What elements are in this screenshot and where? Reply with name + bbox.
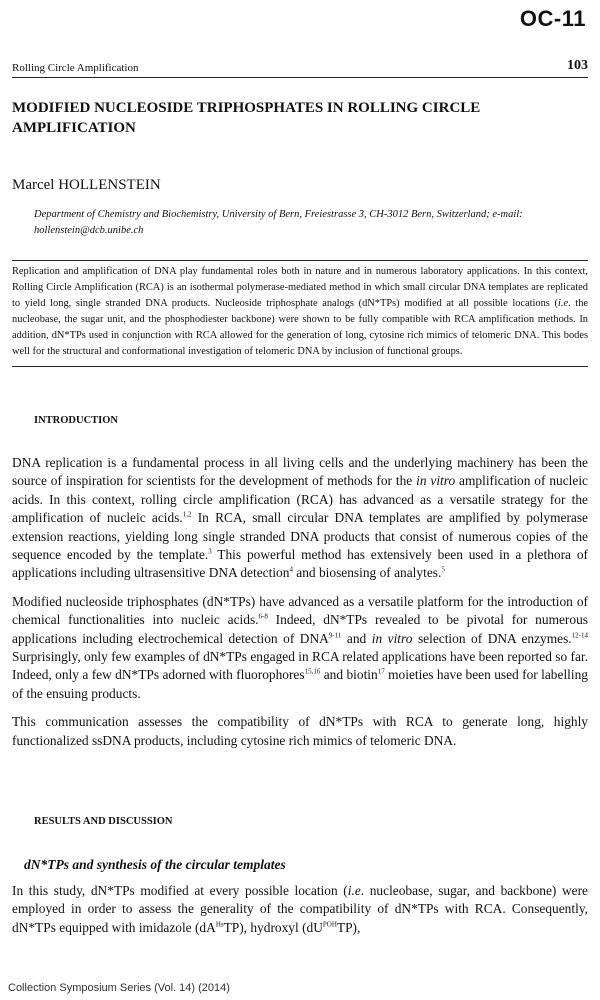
results-paragraph-1: In this study, dN*TPs modified at every possible location (i.e. nucleobase, sugar, and backbone) were employed in order to assess the generality of the compatibility of dN*TPs with RCA. Consequently, dN*TPs equipped with imidazole $(dA^{Hs}TP)$, hydroxyl $(dU^{POH}TP)$,	[12, 883, 588, 935]
citation: 4	[289, 565, 293, 574]
citation: 5	[441, 565, 445, 574]
article-title: MODIFIED NUCLEOSIDE TRIPHOSPHATES IN ROLLING CIRCLE AMPLIFICATION	[12, 100, 481, 136]
results-body	[12, 882, 588, 947]
intro-paragraph-1: DNA replication is a fundamental process in all living cells and the underlying machinery has been the source of inspiration for scientists for the development of methods for the in vitro amplification of nucleic acids. In this context, rolling circle amplification (RCA) has advanced as a versatile strategy for the amplification of nucleic acids.$^{1,2}$ In RCA, small circular DNA templates are amplified by polymerase extension reactions, yielding long single stranded DNA products that consist of numerous copies of the sequence encoded by the template.$^3$ This powerful method has extensively been used in a plethora of applications including ultrasensitive DNA detection$^4$ and biosensing of analytes.$^5$	[12, 455, 589, 581]
author-affiliation: Department of Chemistry and Biochemistry, University of Bern, Freiestrasse 3, CH-3012 Bern, Switzerland; e-mail: hollenstein@dcb.unibe.ch	[34, 209, 523, 236]
introduction-body	[12, 454, 588, 760]
intro-paragraph-2: Modified nucleoside triphosphates (dN*TPs) have advanced as a versatile platform for the introduction of chemical functionalities into nucleic acids.$^{6-8}$ Indeed, dN*TPs revealed to be pivotal for numerous applications including electrochemical detection of DNA$^{9-11}$ and in vitro selection of DNA enzymes.$^{12-14}$ Surprisingly, only few examples of dN*TPs engaged in RCA related applications have been reported so far. Indeed, only a few dN*TPs adorned with fluorophores$^{15,16}$ and biotin$^{17}$ moieties have been used for labelling of the ensuing products.	[12, 593, 589, 701]
abstract	[12, 260, 588, 367]
citation: 3	[208, 547, 212, 556]
page-number: 103	[567, 58, 588, 73]
abstract-text: Replication and amplification of DNA play fundamental roles both in nature and in numerous laboratory applications. In this context, Rolling Circle Amplification (RCA) is an isothermal polymerase-mediated method in which small circular DNA templates are replicated to yield long, single stranded DNA products. Nucleoside triphosphate analogs (dN*TPs) modified at all possible locations (i.e. the nucleobase, the sugar unit, and the phosphodiester backbone) were shown to be fully compatible with RCA amplification methods. In addition, dN*TPs used in conjunction with RCA allowed for the generation of long, cytosine rich mimics of telomeric DNA. This bodes well for the structural and conformational investigation of telomeric DNA by inclusion of functional groups.	[12, 266, 589, 357]
intro-paragraph-3: This communication assesses the compatibility of dN*TPs with RCA to generate long, highly functionalized ssDNA products, including cytosine rich mimics of telomeric DNA.	[12, 714, 588, 748]
citation: 6-8	[258, 612, 268, 621]
running-header	[12, 58, 588, 78]
author-name: Marcel HOLLENSTEIN	[12, 177, 161, 193]
section-heading-introduction: INTRODUCTION	[34, 415, 119, 426]
section-heading-results: RESULTS AND DISCUSSION	[34, 816, 173, 827]
citation: 17	[377, 668, 385, 676]
page-footer: Collection Symposium Series (Vol. 14) (2014)	[8, 982, 230, 994]
citation: 9-11	[328, 631, 342, 640]
citation: 15,16	[304, 668, 321, 676]
citation: 1,2	[182, 510, 192, 519]
running-header-title: Rolling Circle Amplification	[12, 62, 139, 74]
session-code-badge: OC-11	[519, 6, 586, 31]
subsection-heading: dN*TPs and synthesis of the circular templates	[24, 857, 286, 872]
citation: 12-14	[571, 631, 589, 640]
